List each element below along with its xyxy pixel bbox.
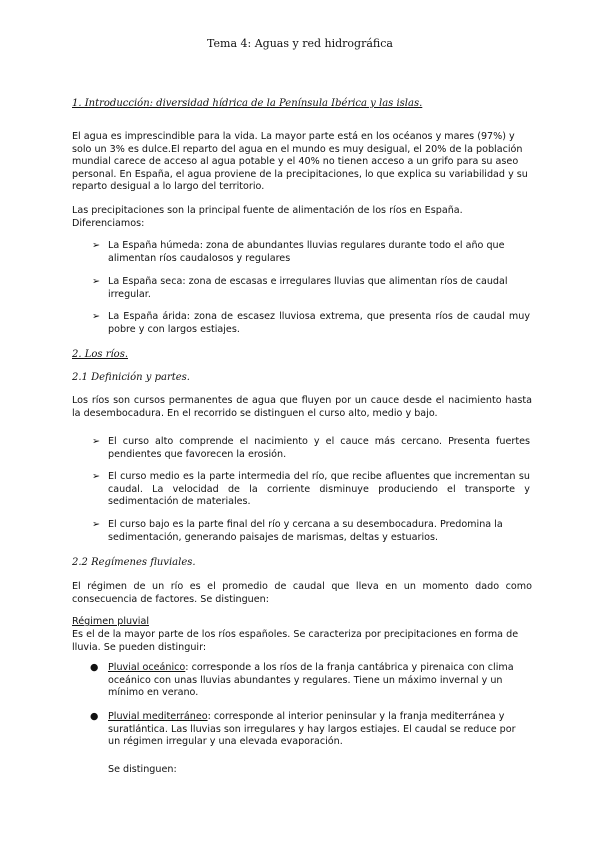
arrow-bullet-icon: ➢	[92, 276, 101, 287]
arrow-bullet-icon: ➢	[92, 519, 101, 530]
section-heading-introduccion: 1. Introducción: diversidad hídrica de la Península Ibérica y las islas.	[72, 98, 423, 109]
page-title: Tema 4: Aguas y red hidrográfica	[207, 37, 393, 50]
subsection-heading-regimenes: 2.2 Regímenes fluviales.	[72, 557, 196, 568]
term-pluvial-oceanico: Pluvial oceánico	[108, 662, 186, 673]
regimen-paragraph: El régimen de un río es el promedio de caudal que lleva en un momento dado como consecuencia de factores. Se distinguen:	[72, 581, 532, 605]
arrow-bullet-icon: ➢	[92, 240, 101, 251]
list-item: El curso bajo es la parte final del río y cercana a su desembocadura. Predomina la sedimentación, generando paisajes de marismas, deltas y estuarios.	[108, 519, 503, 543]
intro-paragraph: El agua es imprescindible para la vida. La mayor parte está en los océanos y mares (97%) y solo un 3% es dulce.El reparto del agua en el mundo es muy desigual, el 20% de la población mundial carece de acceso al agua potable y el 40% no tienen acceso a un grifo para su aseo personal. En España, el agua proviene de la precipitaciones, lo que explica su variabilidad y su reparto desigual a lo largo del territorio.	[72, 131, 528, 193]
precipitation-paragraph: Las precipitaciones son la principal fuente de alimentación de los ríos en España. Diferenciamos:	[72, 205, 463, 229]
bullet-dot-icon: ●	[90, 711, 99, 722]
list-item: La España árida: zona de escasez lluviosa extrema, que presenta ríos de caudal muy pobre y con largos estiajes.	[108, 311, 530, 335]
list-item: La España húmeda: zona de abundantes lluvias regulares durante todo el año que alimentan ríos caudalosos y regulares	[108, 240, 505, 264]
arrow-bullet-icon: ➢	[92, 436, 101, 447]
list-item	[108, 662, 530, 700]
regimen-pluvial-paragraph: Es el de la mayor parte de los ríos españoles. Se caracteriza por precipitaciones en forma de lluvia. Se pueden distinguir:	[72, 629, 519, 653]
closing-text: Se distinguen:	[108, 764, 177, 775]
subsection-heading-definicion: 2.1 Definición y partes.	[72, 372, 190, 383]
arrow-bullet-icon: ➢	[92, 311, 101, 322]
rios-paragraph: Los ríos son cursos permanentes de agua que fluyen por un cauce desde el nacimiento hasta la desembocadura. En el recorrido se distinguen el curso alto, medio y bajo.	[72, 395, 532, 419]
bullet-dot-icon: ●	[90, 662, 99, 673]
regimen-pluvial-heading: Régimen pluvial	[72, 616, 149, 627]
section-heading-rios: 2. Los ríos.	[72, 349, 129, 360]
list-item: La España seca: zona de escasas e irregulares lluvias que alimentan ríos de caudal irregular.	[108, 276, 508, 300]
term-pluvial-mediterraneo: Pluvial mediterráneo	[108, 711, 208, 722]
list-item: El curso alto comprende el nacimiento y el cauce más cercano. Presenta fuertes pendientes que favorecen la erosión.	[108, 436, 530, 460]
arrow-bullet-icon: ➢	[92, 471, 101, 482]
list-item	[108, 711, 530, 749]
term-description: : corresponde al interior peninsular y la franja mediterránea y suratlántica. Las lluvias son irregulares y hay largos estiajes. El caudal se reduce por un régimen irregular y una elevada evaporación.	[108, 711, 516, 748]
term-description: : corresponde a los ríos de la franja cantábrica y pirenaica con clima oceánico con unas lluvias abundantes y regulares. Tiene un máximo invernal y un mínimo en verano.	[108, 662, 514, 699]
list-item: El curso medio es la parte intermedia del río, que recibe afluentes que incrementan su caudal. La velocidad de la corriente disminuye produciendo el transporte y sedimentación de materiales.	[108, 471, 530, 508]
